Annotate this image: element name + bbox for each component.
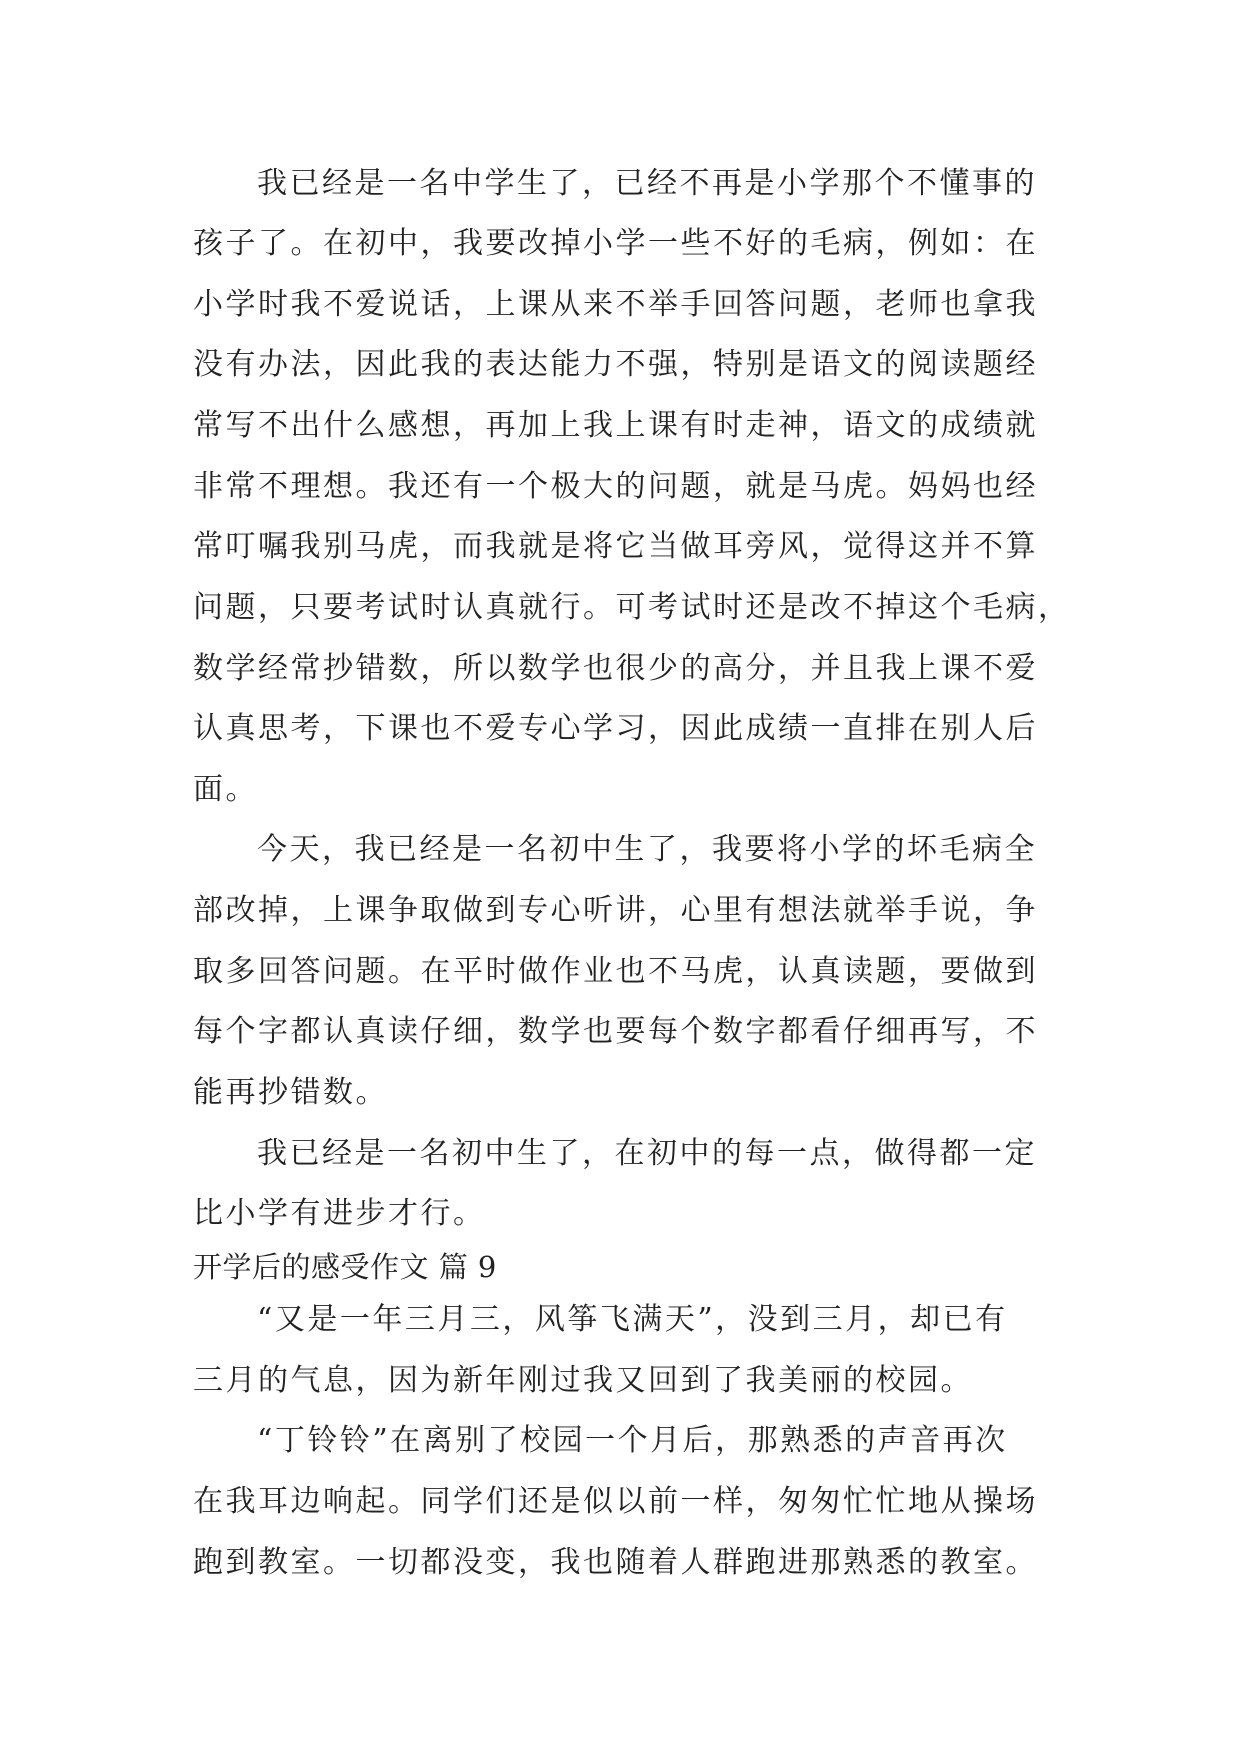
text-line: 孩子了。在初中，我要改掉小学一些不好的毛病，例如：在 [193,226,1038,261]
text-line: 小学时我不爱说话，上课从来不举手回答问题，老师也拿我 [193,287,1038,322]
text-line: 我已经是一名初中生了，在初中的每一点，做得都一定 [257,1136,1037,1171]
text-line: 取多回答问题。在平时做作业也不马虎，认真读题，要做到 [193,954,1038,989]
text-line: “又是一年三月三，风筝飞满天”，没到三月，却已有 [257,1302,1008,1337]
text-line: 跑到教室。一切都没变，我也随着人群跑进那熟悉的教室。 [193,1545,1038,1580]
text-line: 三月的气息，因为新年刚过我又回到了我美丽的校园。 [193,1363,973,1398]
text-line: 常叮嘱我别马虎，而我就是将它当做耳旁风，觉得这并不算 [193,529,1038,564]
text-line: 每个字都认真读仔细，数学也要每个数字都看仔细再写，不 [193,1014,1038,1049]
text-line: 非常不理想。我还有一个极大的问题，就是马虎。妈妈也经 [193,469,1038,504]
text-line: 在我耳边响起。同学们还是似以前一样，匆匆忙忙地从操场 [193,1484,1038,1519]
text-line: 数学经常抄错数，所以数学也很少的高分，并且我上课不爱 [193,651,1038,686]
section-heading: 开学后的感受作文 篇 9 [193,1250,497,1284]
text-line: 认真思考，下课也不爱专心学习，因此成绩一直排在别人后 [193,711,1038,746]
text-line: 面。 [193,772,258,807]
text-line: 我已经是一名中学生了，已经不再是小学那个不懂事的 [257,166,1037,201]
text-line: 比小学有进步才行。 [193,1196,486,1231]
text-line: “丁铃铃”在离别了校园一个月后，那熟悉的声音再次 [257,1423,1008,1458]
text-line: 今天，我已经是一名初中生了，我要将小学的坏毛病全 [257,832,1037,867]
text-line: 部改掉，上课争取做到专心听讲，心里有想法就举手说，争 [193,893,1038,928]
text-line: 常写不出什么感想，再加上我上课有时走神，语文的成绩就 [193,408,1038,443]
text-line: 问题，只要考试时认真就行。可考试时还是改不掉这个毛病， [193,590,1071,625]
text-line: 没有办法，因此我的表达能力不强，特别是语文的阅读题经 [193,347,1038,382]
text-line: 能再抄错数。 [193,1075,388,1110]
